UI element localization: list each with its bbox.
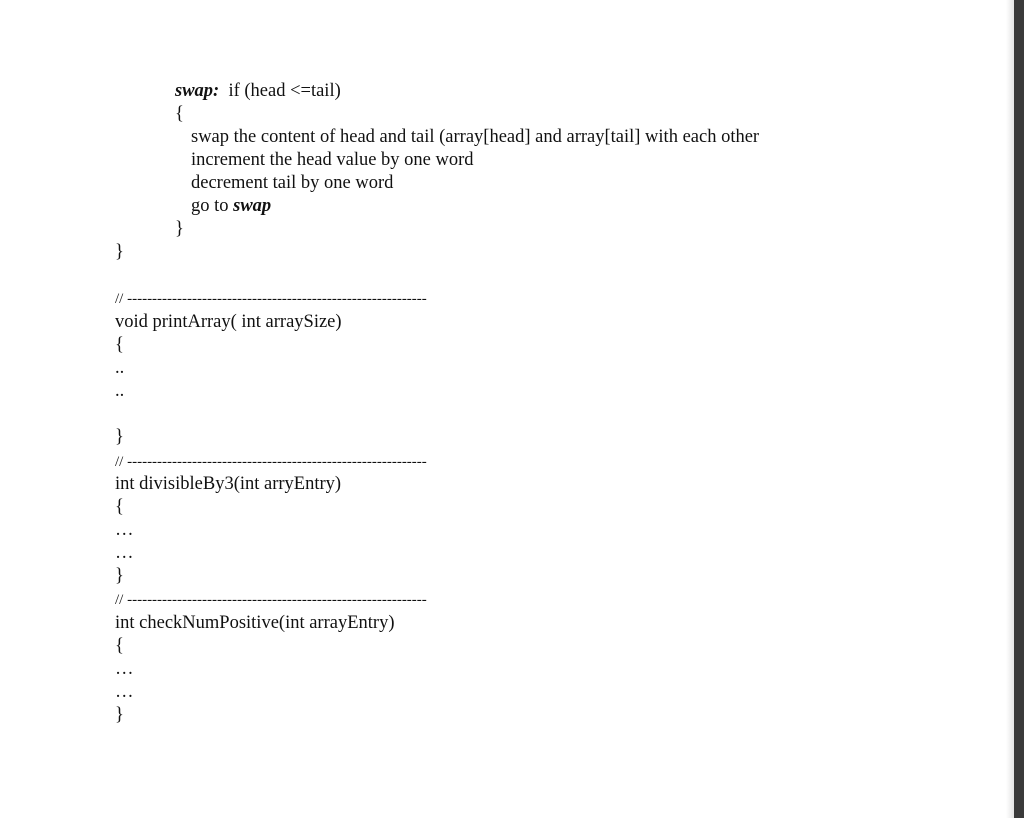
goto-prefix: go to	[191, 196, 234, 216]
divisible-by-3-body-1: …	[115, 520, 134, 540]
check-num-positive-body-1: …	[115, 659, 134, 679]
swap-label: swap:	[175, 81, 220, 101]
check-num-positive-close-brace: }	[115, 705, 124, 725]
separator-comment: // ------------------------------------------------------------	[115, 291, 427, 307]
print-array-open-brace: {	[115, 335, 124, 355]
swap-open-brace: {	[175, 104, 184, 124]
outer-close-brace: }	[115, 242, 124, 262]
separator-comment: // ------------------------------------------------------------	[115, 592, 427, 608]
swap-close-brace: }	[175, 219, 184, 239]
divisible-by-3-open-brace: {	[115, 497, 124, 517]
swap-label-line	[175, 80, 341, 102]
check-num-positive-signature: int checkNumPositive(int arrayEntry)	[115, 613, 395, 633]
viewer-background-strip	[1014, 0, 1024, 818]
print-array-signature: void printArray( int arraySize)	[115, 312, 342, 332]
swap-goto-line	[191, 195, 271, 217]
print-array-body-2: ..	[115, 381, 125, 401]
goto-target: swap	[233, 196, 272, 216]
separator-comment: // ------------------------------------------------------------	[115, 454, 427, 470]
swap-step-1: swap the content of head and tail (array[head] and array[tail] with each other	[191, 127, 760, 147]
page-edge-shadow	[1006, 0, 1014, 818]
swap-condition: if (head <=tail)	[228, 81, 341, 101]
check-num-positive-open-brace: {	[115, 636, 124, 656]
print-array-close-brace: }	[115, 427, 124, 447]
divisible-by-3-body-2: …	[115, 543, 134, 563]
print-array-body-1: ..	[115, 358, 125, 378]
swap-step-2: increment the head value by one word	[191, 150, 474, 170]
divisible-by-3-signature: int divisibleBy3(int arryEntry)	[115, 474, 342, 494]
divisible-by-3-close-brace: }	[115, 566, 124, 586]
check-num-positive-body-2: …	[115, 682, 134, 702]
swap-step-3: decrement tail by one word	[191, 173, 394, 193]
